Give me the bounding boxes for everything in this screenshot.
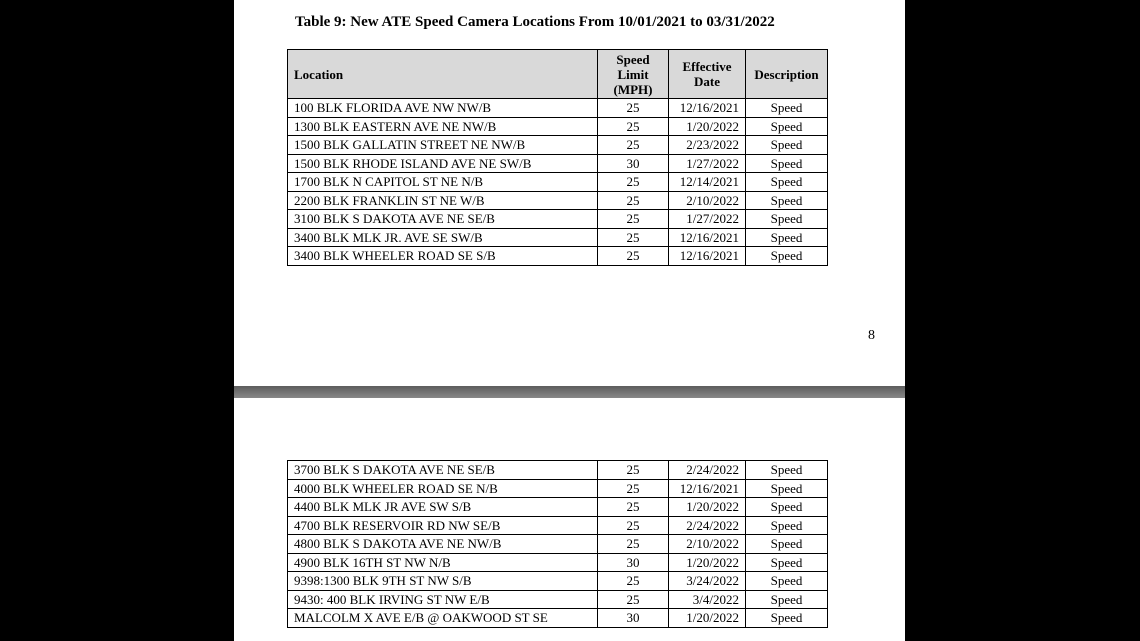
cell-location: 4900 BLK 16TH ST NW N/B	[288, 553, 598, 572]
table-header-row	[288, 50, 828, 99]
cell-effective-date: 12/16/2021	[669, 479, 746, 498]
cell-location: 3400 BLK MLK JR. AVE SE SW/B	[288, 228, 598, 247]
cell-speed-limit: 25	[598, 247, 669, 266]
cell-description: Speed	[746, 228, 828, 247]
cell-effective-date: 2/24/2022	[669, 516, 746, 535]
table-row	[288, 535, 828, 554]
cell-location: 4800 BLK S DAKOTA AVE NE NW/B	[288, 535, 598, 554]
header-effective-date: Effective Date	[669, 50, 746, 99]
cell-location: 100 BLK FLORIDA AVE NW NW/B	[288, 99, 598, 118]
cell-effective-date: 1/27/2022	[669, 210, 746, 229]
table-row	[288, 479, 828, 498]
cell-effective-date: 1/20/2022	[669, 609, 746, 628]
cell-description: Speed	[746, 154, 828, 173]
cell-description: Speed	[746, 572, 828, 591]
cell-effective-date: 2/24/2022	[669, 461, 746, 480]
document-page-top	[234, 0, 905, 386]
table-row	[288, 99, 828, 118]
cell-speed-limit: 25	[598, 228, 669, 247]
cell-speed-limit: 25	[598, 479, 669, 498]
cell-effective-date: 12/16/2021	[669, 99, 746, 118]
cell-speed-limit: 25	[598, 136, 669, 155]
table-row	[288, 609, 828, 628]
speed-camera-table-continued	[287, 460, 828, 628]
cell-effective-date: 1/20/2022	[669, 498, 746, 517]
cell-location: MALCOLM X AVE E/B @ OAKWOOD ST SE	[288, 609, 598, 628]
header-description: Description	[746, 50, 828, 99]
cell-description: Speed	[746, 210, 828, 229]
cell-speed-limit: 25	[598, 498, 669, 517]
cell-effective-date: 3/24/2022	[669, 572, 746, 591]
cell-location: 1500 BLK RHODE ISLAND AVE NE SW/B	[288, 154, 598, 173]
cell-location: 3400 BLK WHEELER ROAD SE S/B	[288, 247, 598, 266]
table-row	[288, 154, 828, 173]
cell-description: Speed	[746, 553, 828, 572]
cell-description: Speed	[746, 535, 828, 554]
cell-speed-limit: 25	[598, 535, 669, 554]
cell-speed-limit: 25	[598, 210, 669, 229]
document-page-bottom	[234, 398, 905, 641]
cell-speed-limit: 25	[598, 99, 669, 118]
cell-speed-limit: 25	[598, 590, 669, 609]
table-row	[288, 136, 828, 155]
table-row	[288, 516, 828, 535]
cell-speed-limit: 25	[598, 173, 669, 192]
cell-location: 4000 BLK WHEELER ROAD SE N/B	[288, 479, 598, 498]
table-row	[288, 210, 828, 229]
cell-effective-date: 1/27/2022	[669, 154, 746, 173]
cell-speed-limit: 25	[598, 461, 669, 480]
table-title: Table 9: New ATE Speed Camera Locations From 10/01/2021 to 03/31/2022	[295, 14, 775, 30]
cell-location: 3700 BLK S DAKOTA AVE NE SE/B	[288, 461, 598, 480]
cell-speed-limit: 25	[598, 516, 669, 535]
cell-effective-date: 3/4/2022	[669, 590, 746, 609]
cell-location: 3100 BLK S DAKOTA AVE NE SE/B	[288, 210, 598, 229]
cell-effective-date: 12/16/2021	[669, 247, 746, 266]
table-row	[288, 572, 828, 591]
cell-speed-limit: 30	[598, 154, 669, 173]
cell-speed-limit: 25	[598, 191, 669, 210]
cell-speed-limit: 25	[598, 572, 669, 591]
cell-description: Speed	[746, 173, 828, 192]
cell-location: 1500 BLK GALLATIN STREET NE NW/B	[288, 136, 598, 155]
cell-speed-limit: 30	[598, 553, 669, 572]
cell-description: Speed	[746, 117, 828, 136]
header-location: Location	[288, 50, 598, 99]
cell-effective-date: 12/14/2021	[669, 173, 746, 192]
cell-speed-limit: 25	[598, 117, 669, 136]
cell-effective-date: 12/16/2021	[669, 228, 746, 247]
speed-camera-table-top	[287, 49, 828, 266]
table-row	[288, 247, 828, 266]
table-row	[288, 117, 828, 136]
cell-location: 4700 BLK RESERVOIR RD NW SE/B	[288, 516, 598, 535]
cell-speed-limit: 30	[598, 609, 669, 628]
cell-effective-date: 2/10/2022	[669, 191, 746, 210]
cell-location: 9398:1300 BLK 9TH ST NW S/B	[288, 572, 598, 591]
table-row	[288, 498, 828, 517]
cell-location: 1700 BLK N CAPITOL ST NE N/B	[288, 173, 598, 192]
cell-description: Speed	[746, 247, 828, 266]
cell-description: Speed	[746, 590, 828, 609]
cell-location: 1300 BLK EASTERN AVE NE NW/B	[288, 117, 598, 136]
cell-location: 4400 BLK MLK JR AVE SW S/B	[288, 498, 598, 517]
cell-description: Speed	[746, 136, 828, 155]
cell-effective-date: 2/23/2022	[669, 136, 746, 155]
table-row	[288, 173, 828, 192]
table-row	[288, 461, 828, 480]
header-speed-limit: Speed Limit (MPH)	[598, 50, 669, 99]
cell-description: Speed	[746, 99, 828, 118]
table-row	[288, 191, 828, 210]
table-row	[288, 553, 828, 572]
cell-description: Speed	[746, 516, 828, 535]
cell-description: Speed	[746, 498, 828, 517]
cell-effective-date: 1/20/2022	[669, 117, 746, 136]
page-number: 8	[868, 328, 875, 343]
cell-effective-date: 2/10/2022	[669, 535, 746, 554]
cell-effective-date: 1/20/2022	[669, 553, 746, 572]
cell-description: Speed	[746, 479, 828, 498]
cell-description: Speed	[746, 461, 828, 480]
table-row	[288, 228, 828, 247]
cell-location: 9430: 400 BLK IRVING ST NW E/B	[288, 590, 598, 609]
cell-description: Speed	[746, 609, 828, 628]
cell-description: Speed	[746, 191, 828, 210]
page-separator	[234, 386, 905, 398]
table-row	[288, 590, 828, 609]
cell-location: 2200 BLK FRANKLIN ST NE W/B	[288, 191, 598, 210]
